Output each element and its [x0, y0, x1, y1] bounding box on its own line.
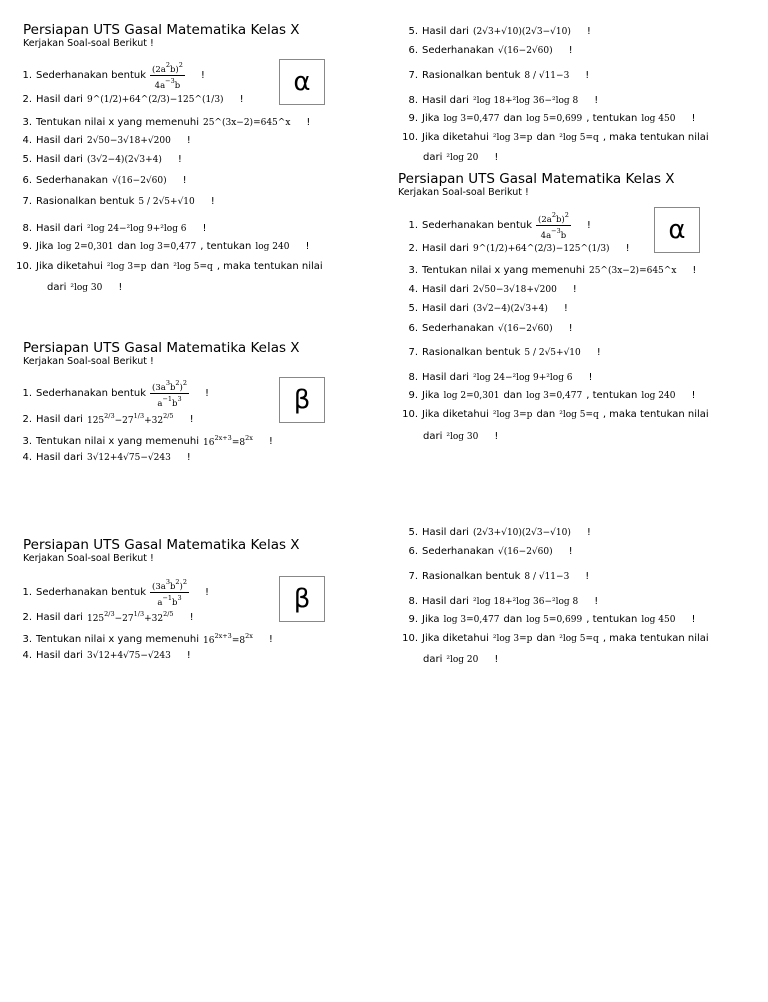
- math-expression: 25^(3x−2)=645^x: [202, 117, 291, 128]
- question-item: 1. Sederhanakan bentuk $\frac{(3a^3b^2)^2}{a^{-1}b^3}$ !: [22, 379, 210, 409]
- version-symbol-box: α: [279, 59, 325, 105]
- question-item: 6. Sederhanakan √(16−2√60) !: [22, 175, 187, 186]
- question-item: 1. Sederhanakan bentuk $\frac{(2a^2b)^2}{4a^{-3}b}$ !: [408, 211, 591, 241]
- exam-instruction: Kerjakan Soal-soal Berikut !: [23, 38, 154, 49]
- question-item: 9. Jika log 3=0,477 dan log 5=0,699 , tentukan log 450 !: [408, 113, 696, 124]
- math-expression: ²log 24−²log 9+²log 6: [86, 223, 187, 234]
- exam-block-beta-1: [23, 340, 383, 368]
- question-item: 7. Rasionalkan bentuk 5 / 2√5+√10 !: [22, 196, 215, 207]
- question-item: 1. Sederhanakan bentuk $\frac{(3a^3b^2)^2}{a^{-1}b^3}$ !: [22, 578, 210, 608]
- question-list: [12, 378, 392, 468]
- question-item: 8. Hasil dari ²log 24−²log 9+²log 6 !: [22, 223, 207, 234]
- exam-instruction: Kerjakan Soal-soal Berikut !: [23, 553, 154, 564]
- question-item: 7. Rasionalkan bentuk 8 / √11−3 !: [408, 571, 590, 582]
- math-expression: 5 / 2√5+√10: [138, 196, 195, 207]
- question-item: 9. Jika log 3=0,477 dan log 5=0,699 , tentukan log 450 !: [408, 614, 696, 625]
- question-item: 10. Jika diketahui ²log 3=p dan ²log 5=q , maka tentukan nilai: [402, 409, 709, 420]
- question-item: 6. Sederhanakan √(16−2√60) !: [408, 546, 573, 557]
- question-list: [398, 210, 763, 445]
- question-item: 6. Sederhanakan √(16−2√60) !: [408, 323, 573, 334]
- question-item: 10. Jika diketahui ²log 3=p dan ²log 5=q , maka tentukan nilai: [16, 261, 323, 272]
- question-item: 8. Hasil dari ²log 18+²log 36−²log 8 !: [408, 95, 599, 106]
- question-continuation: dari ²log 30 !: [47, 282, 123, 293]
- question-item: 4. Hasil dari 3√12+4√75−√243 !: [22, 650, 191, 661]
- question-continuation: dari ²log 20 !: [423, 654, 499, 665]
- exam-instruction: Kerjakan Soal-soal Berikut !: [23, 356, 154, 367]
- exam-instruction: Kerjakan Soal-soal Berikut !: [398, 187, 529, 198]
- question-continuation: dari ²log 20 !: [423, 152, 499, 163]
- question-item: 3. Tentukan nilai x yang memenuhi $16^{2x+3}=8^{2x}$ !: [22, 434, 273, 448]
- question-list: [12, 577, 392, 667]
- question-item: 6. Sederhanakan √(16−2√60) !: [408, 45, 573, 56]
- question-item: 9. Jika log 2=0,301 dan log 3=0,477 , tentukan log 240 !: [408, 390, 696, 401]
- version-symbol-box: β: [279, 377, 325, 423]
- question-item: 9. Jika log 2=0,301 dan log 3=0,477 , tentukan log 240 !: [22, 241, 310, 252]
- question-item: 5. Hasil dari (2√3+√10)(2√3−√10) !: [408, 527, 591, 538]
- question-item: 7. Rasionalkan bentuk 8 / √11−3 !: [408, 70, 590, 81]
- question-item: 4. Hasil dari 3√12+4√75−√243 !: [22, 452, 191, 463]
- question-item: 3. Tentukan nilai x yang memenuhi $16^{2x+3}=8^{2x}$ !: [22, 632, 273, 646]
- question-item: 2. Hasil dari $125^{2/3}-27^{1/3}+32^{2/5}$ !: [22, 610, 194, 624]
- question-item: 5. Hasil dari (3√2−4)(2√3+4) !: [22, 154, 182, 165]
- exam-title: Persiapan UTS Gasal Matematika Kelas X: [23, 537, 300, 553]
- question-item: 10. Jika diketahui ²log 3=p dan ²log 5=q , maka tentukan nilai: [402, 132, 709, 143]
- question-list-continued: [398, 527, 763, 672]
- question-item: 8. Hasil dari ²log 24−²log 9+²log 6 !: [408, 372, 593, 383]
- question-item: 3. Tentukan nilai x yang memenuhi 25^(3x−2)=645^x !: [408, 265, 697, 276]
- question-item: 2. Hasil dari $125^{2/3}-27^{1/3}+32^{2/5}$ !: [22, 412, 194, 426]
- question-item: 4. Hasil dari 2√50−3√18+√200 !: [408, 284, 577, 295]
- question-list-continued: [398, 26, 763, 166]
- exam-title: Persiapan UTS Gasal Matematika Kelas X: [23, 22, 300, 38]
- version-symbol-box: β: [279, 576, 325, 622]
- question-item: 1. Sederhanakan bentuk $\frac{(2a^2b)^2}{4a^{-3}b}$ !: [22, 61, 205, 91]
- question-item: 5. Hasil dari (2√3+√10)(2√3−√10) !: [408, 26, 591, 37]
- exam-block-alpha-1: [23, 22, 383, 50]
- question-item: 2. Hasil dari 9^(1/2)+64^(2/3)−125^(1/3) !: [22, 94, 244, 105]
- exam-title: Persiapan UTS Gasal Matematika Kelas X: [23, 340, 300, 356]
- math-expression: √(16−2√60): [111, 175, 167, 186]
- exam-block-alpha-2: [398, 171, 758, 199]
- question-list: [12, 60, 392, 300]
- question-item: 10. Jika diketahui ²log 3=p dan ²log 5=q , maka tentukan nilai: [402, 633, 709, 644]
- question-item: 5. Hasil dari (3√2−4)(2√3+4) !: [408, 303, 568, 314]
- math-expression: (3√2−4)(2√3+4): [86, 154, 162, 165]
- exam-title: Persiapan UTS Gasal Matematika Kelas X: [398, 171, 675, 187]
- math-expression: 2√50−3√18+√200: [86, 135, 171, 146]
- version-symbol-box: α: [654, 207, 700, 253]
- question-item: 2. Hasil dari 9^(1/2)+64^(2/3)−125^(1/3) !: [408, 243, 630, 254]
- question-item: 7. Rasionalkan bentuk 5 / 2√5+√10 !: [408, 347, 601, 358]
- exam-block-beta-2: [23, 537, 383, 565]
- math-expression: 9^(1/2)+64^(2/3)−125^(1/3): [86, 94, 224, 105]
- question-item: 3. Tentukan nilai x yang memenuhi 25^(3x−2)=645^x !: [22, 117, 311, 128]
- question-item: 8. Hasil dari ²log 18+²log 36−²log 8 !: [408, 596, 599, 607]
- question-continuation: dari ²log 30 !: [423, 431, 499, 442]
- question-item: 4. Hasil dari 2√50−3√18+√200 !: [22, 135, 191, 146]
